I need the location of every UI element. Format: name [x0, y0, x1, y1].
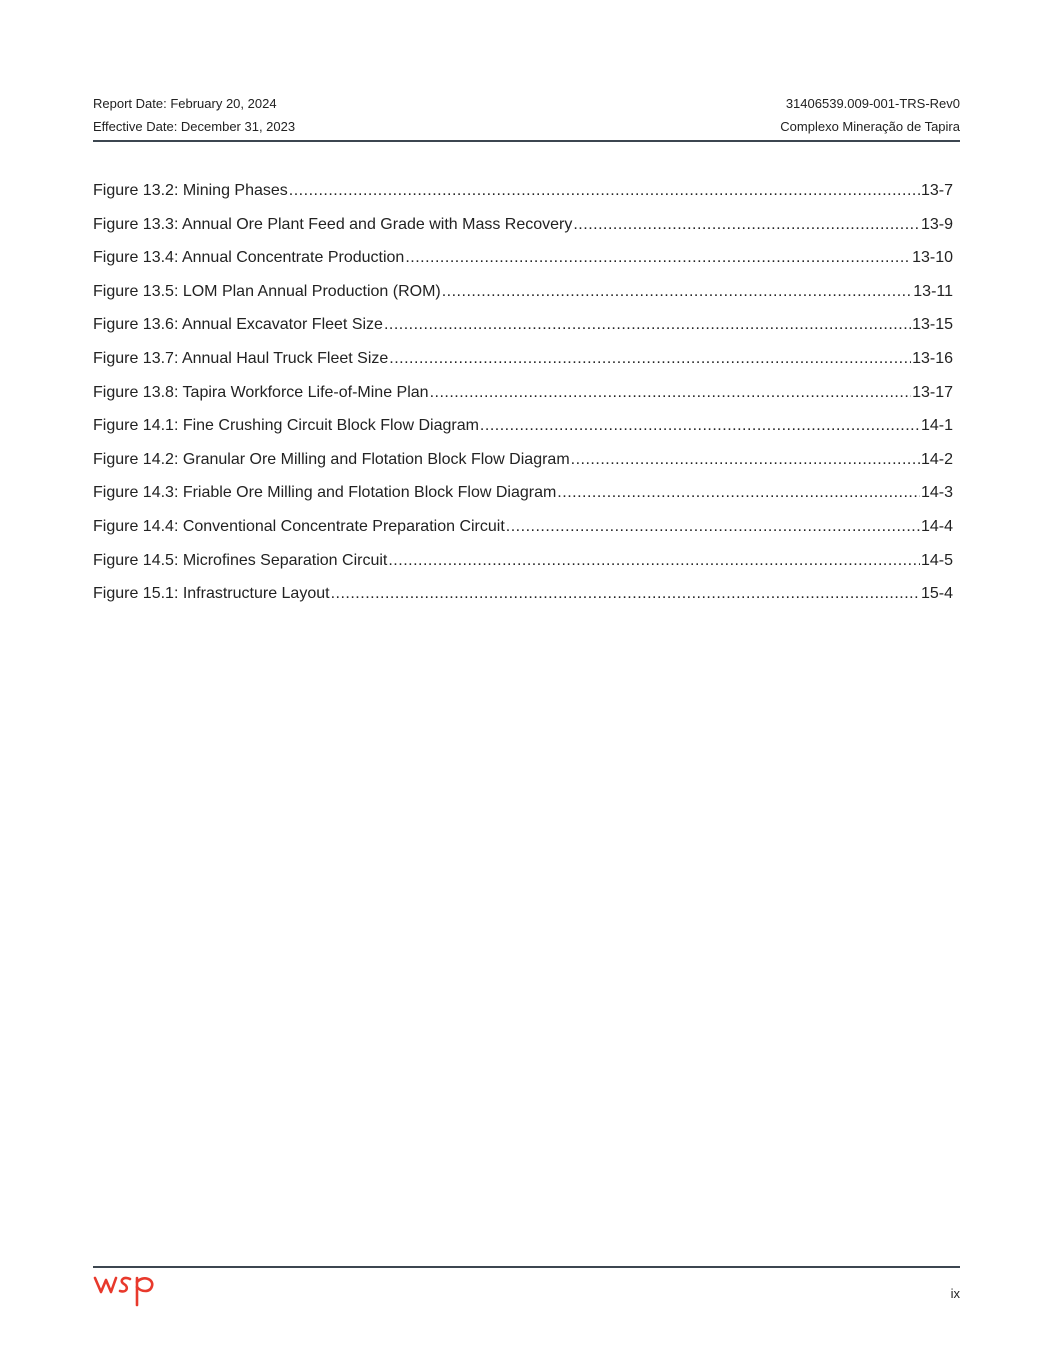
toc-entry-title: Figure 13.8: Tapira Workforce Life-of-Mine Plan [93, 383, 429, 401]
toc-entry-title: Figure 13.7: Annual Haul Truck Fleet Size [93, 349, 389, 367]
toc-dot-leader [389, 348, 911, 370]
toc-entry-page: 13-15 [912, 316, 953, 334]
toc-dot-leader [573, 214, 920, 236]
header-row-1 [93, 92, 960, 115]
toc-entry[interactable] [93, 449, 953, 483]
toc-entry[interactable] [93, 550, 953, 584]
wsp-logo [93, 1272, 157, 1308]
header-row-2 [93, 115, 960, 138]
toc-entry-page: 14-5 [920, 551, 953, 569]
toc-entry-page: 14-2 [920, 450, 953, 468]
footer-divider [93, 1266, 960, 1268]
toc-entry-title: Figure 13.3: Annual Ore Plant Feed and Grade with Mass Recovery [93, 215, 573, 233]
toc-entry-title: Figure 14.5: Microfines Separation Circuit [93, 551, 388, 569]
report-date: Report Date: February 20, 2024 [93, 96, 277, 111]
toc-dot-leader [384, 314, 911, 336]
toc-entry[interactable] [93, 247, 953, 281]
toc-dot-leader [480, 415, 920, 437]
effective-date: Effective Date: December 31, 2023 [93, 119, 296, 134]
toc-entry-page: 13-9 [920, 215, 953, 233]
toc-entry[interactable] [93, 314, 953, 348]
toc-entry-title: Figure 13.5: LOM Plan Annual Production (ROM) [93, 282, 441, 300]
document-number: 31406539.009-001-TRS-Rev0 [785, 96, 960, 111]
toc-dot-leader [571, 449, 920, 471]
toc-entry-title: Figure 15.1: Infrastructure Layout [93, 585, 330, 603]
toc-entry-page: 14-3 [920, 484, 953, 502]
toc-entry[interactable] [93, 214, 953, 248]
toc-entry-title: Figure 13.2: Mining Phases [93, 182, 288, 199]
project-name: Complexo Mineração de Tapira [780, 119, 960, 134]
toc-dot-leader [506, 516, 920, 538]
toc-dot-leader [430, 382, 912, 404]
toc-entry[interactable] [93, 180, 953, 214]
toc-dot-leader [289, 180, 920, 202]
toc-entry-page: 14-4 [920, 517, 953, 535]
toc-entry[interactable] [93, 281, 953, 315]
list-of-figures [93, 180, 953, 617]
toc-dot-leader [557, 482, 920, 504]
toc-entry[interactable] [93, 516, 953, 550]
toc-entry-title: Figure 13.6: Annual Excavator Fleet Size [93, 316, 383, 334]
toc-entry-title: Figure 13.4: Annual Concentrate Production [93, 249, 405, 267]
toc-entry-page: 15-4 [920, 585, 953, 603]
toc-entry-title: Figure 14.1: Fine Crushing Circuit Block Flow Diagram [93, 417, 479, 435]
toc-entry[interactable] [93, 348, 953, 382]
toc-entry-page: 13-10 [912, 249, 953, 267]
toc-entry-page: 13-11 [913, 282, 953, 300]
toc-entry-title: Figure 14.3: Friable Ore Milling and Flotation Block Flow Diagram [93, 484, 557, 502]
toc-dot-leader [331, 583, 920, 605]
toc-entry-page: 13-7 [920, 182, 953, 199]
toc-entry-title: Figure 14.2: Granular Ore Milling and Flotation Block Flow Diagram [93, 450, 570, 468]
toc-dot-leader [405, 247, 911, 269]
page-number: ix [950, 1286, 960, 1301]
toc-dot-leader [388, 550, 920, 572]
toc-dot-leader [442, 281, 913, 303]
toc-entry[interactable] [93, 382, 953, 416]
header-divider [93, 140, 960, 142]
toc-entry[interactable] [93, 415, 953, 449]
page-header [93, 92, 960, 138]
toc-entry-page: 13-16 [912, 349, 953, 367]
toc-entry-page: 13-17 [912, 383, 953, 401]
toc-entry-page: 14-1 [920, 417, 953, 435]
toc-entry[interactable] [93, 482, 953, 516]
toc-entry-title: Figure 14.4: Conventional Concentrate Preparation Circuit [93, 517, 505, 535]
toc-entry[interactable] [93, 583, 953, 617]
